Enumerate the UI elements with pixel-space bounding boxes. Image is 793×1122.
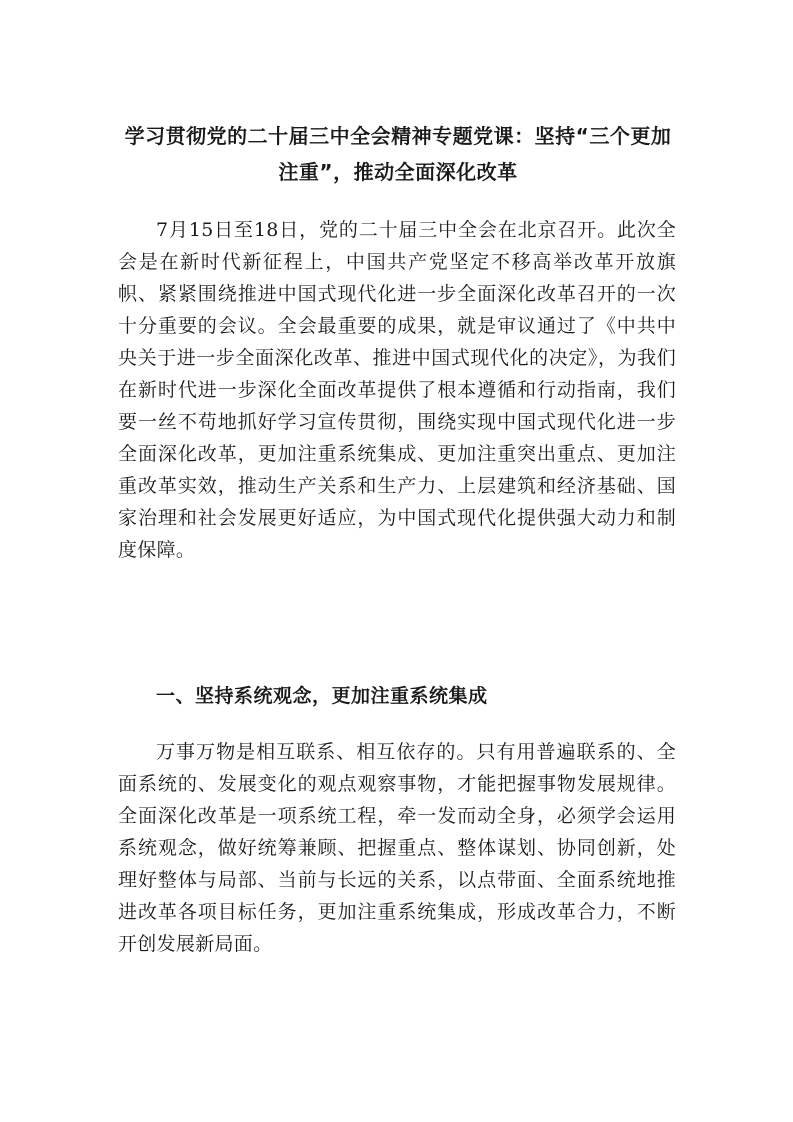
section-heading: 一、坚持系统观念，更加注重系统集成 [156, 685, 488, 707]
body-paragraph-systems: 万事万物是相互联系、相互依存的。只有用普遍联系的、全面系统的、发展变化的观点观察事物，才能把握事物发展规律。全面深化改革是一项系统工程，牵一发而动全身，必须学会运用系统观念，做好统筹兼顾、把握重点、整体谋划、协同创新，处理好整体与局部、当前与长远的关系，以点带面、全面系统地推进改革各项目标任务，更加注重系统集成，形成改革合力，不断开创发展新局面。 [118, 741, 676, 955]
body-paragraph-intro: 7月15日至18日，党的二十届三中全会在北京召开。此次全会是在新时代新征程上，中国共产党坚定不移高举改革开放旗帜、紧紧围绕推进中国式现代化进一步全面深化改革召开的一次十分重要的会议。全会最重要的成果，就是审议通过了《中共中央关于进一步全面深化改革、推进中国式现代化的决定》，为我们在新时代进一步深化全面改革提供了根本遵循和行动指南，我们要一丝不苟地抓好学习宣传贯彻，围绕实现中国式现代化进一步全面深化改革，更加注重系统集成、更加注重突出重点、更加注重改革实效，推动生产关系和生产力、上层建筑和经济基础、国家治理和社会发展更好适应，为中国式现代化提供强大动力和制度保障。 [118, 219, 676, 561]
page-title: 学习贯彻党的二十届三中全会精神专题党课：坚持“三个更加注重”，推动全面深化改革 [124, 124, 672, 184]
